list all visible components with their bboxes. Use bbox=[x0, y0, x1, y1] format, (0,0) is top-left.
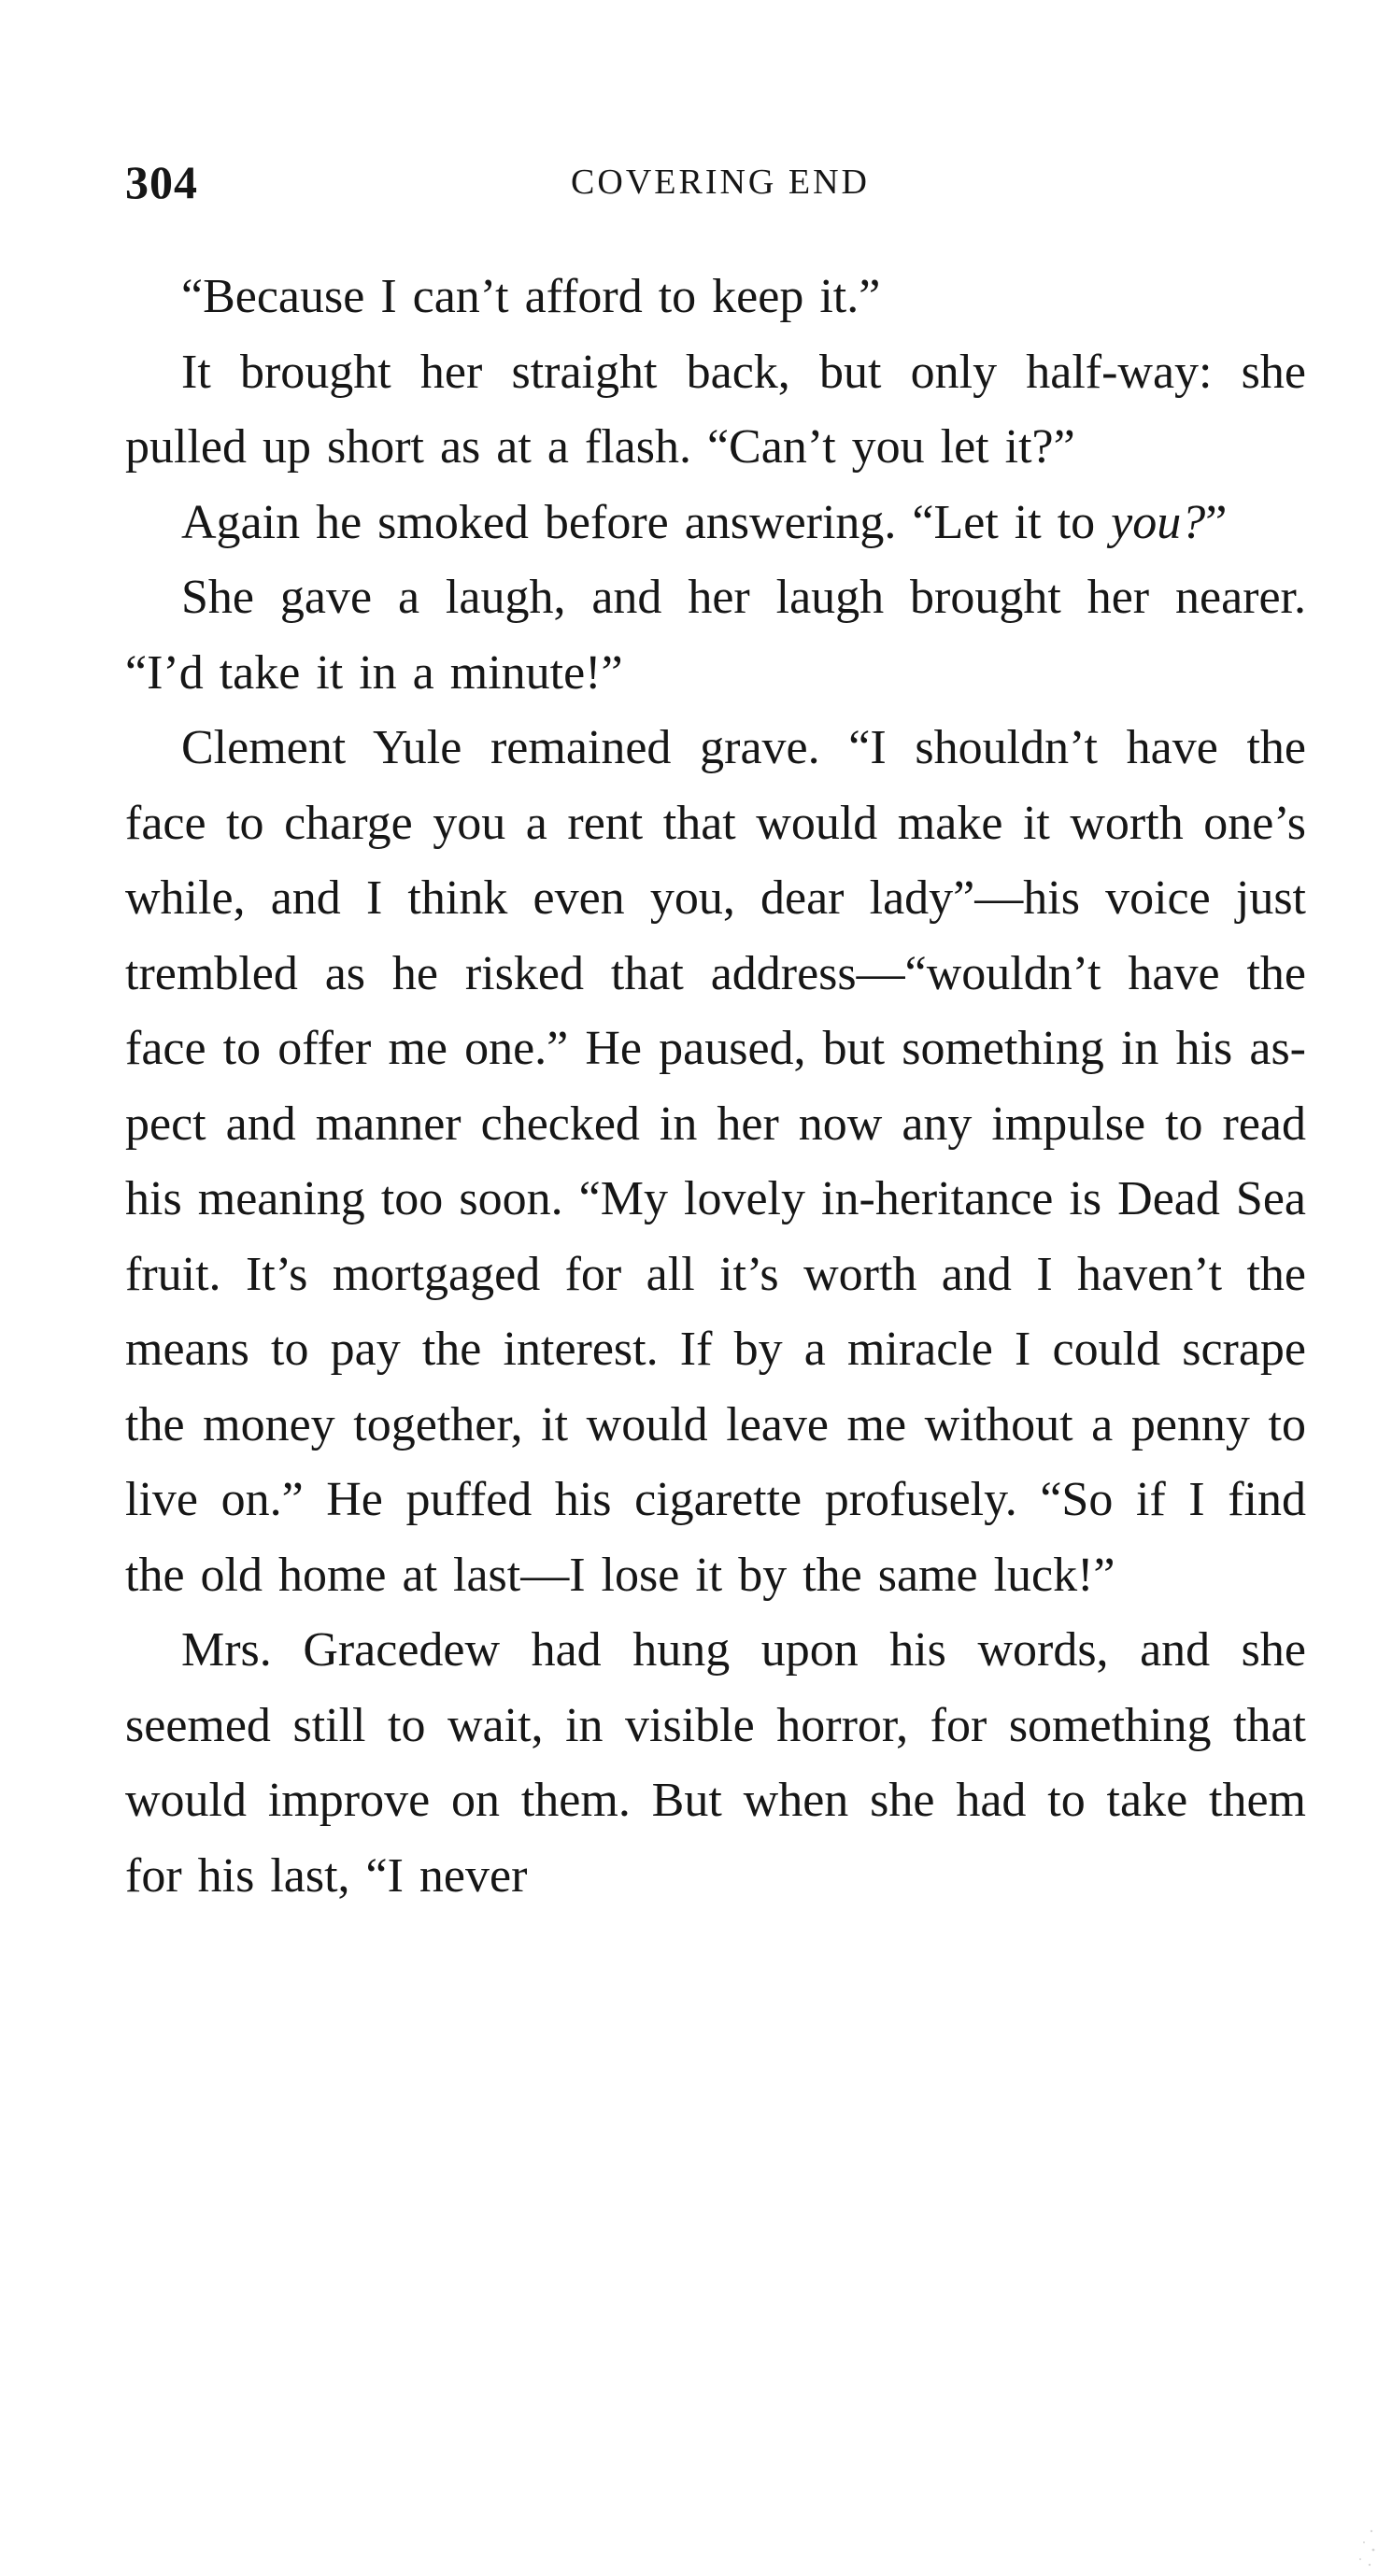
paragraph-3-text: Again he smoked before answering. “Let it to bbox=[181, 495, 1112, 549]
paragraph-2: It brought her straight back, but only half-way: she pulled up short as at a flash. “Can’t you let it?” bbox=[125, 345, 1306, 474]
paragraph-1: “Because I can’t afford to keep it.” bbox=[181, 270, 881, 323]
paragraph-3-italic: you? bbox=[1111, 495, 1206, 549]
page-header bbox=[125, 149, 1306, 215]
page-speck-mark bbox=[1351, 2524, 1379, 2570]
running-head: COVERING END bbox=[571, 163, 870, 202]
paragraph-4: She gave a laugh, and her laugh brought her nearer. “I’d take it in a minute!” bbox=[125, 571, 1306, 700]
paragraph-3 bbox=[125, 486, 1306, 561]
paragraph-3-closing-quote: ” bbox=[1205, 495, 1228, 549]
paragraph-5: Clement Yule remained grave. “I shouldn’t have the face to charge you a rent that would make it worth one’s while, and I think even you, dear lady”—his voice just trembled as he risked that address—“wouldn’t have the face to offer me one.” He paused, but something in his as-pect and manner checked in her now any impulse to read his meaning too soon. “My lovely in-heritance is Dead Sea fruit. It’s mortgaged for all it’s worth and I haven’t the means to pay the interest. If by a miracle I could scrape the money together, it would leave me without a penny to live on.” He puffed his cigarette profusely. “So if I find the old home at last—I lose it by the same luck!” bbox=[125, 721, 1306, 1602]
paragraph-6: Mrs. Gracedew had hung upon his words, and she seemed still to wait, in visible horror, for something that would improve on them. But when she had to take them for his last, “I never bbox=[125, 1623, 1306, 1903]
body-text bbox=[125, 260, 1306, 1914]
page-number: 304 bbox=[125, 156, 198, 208]
